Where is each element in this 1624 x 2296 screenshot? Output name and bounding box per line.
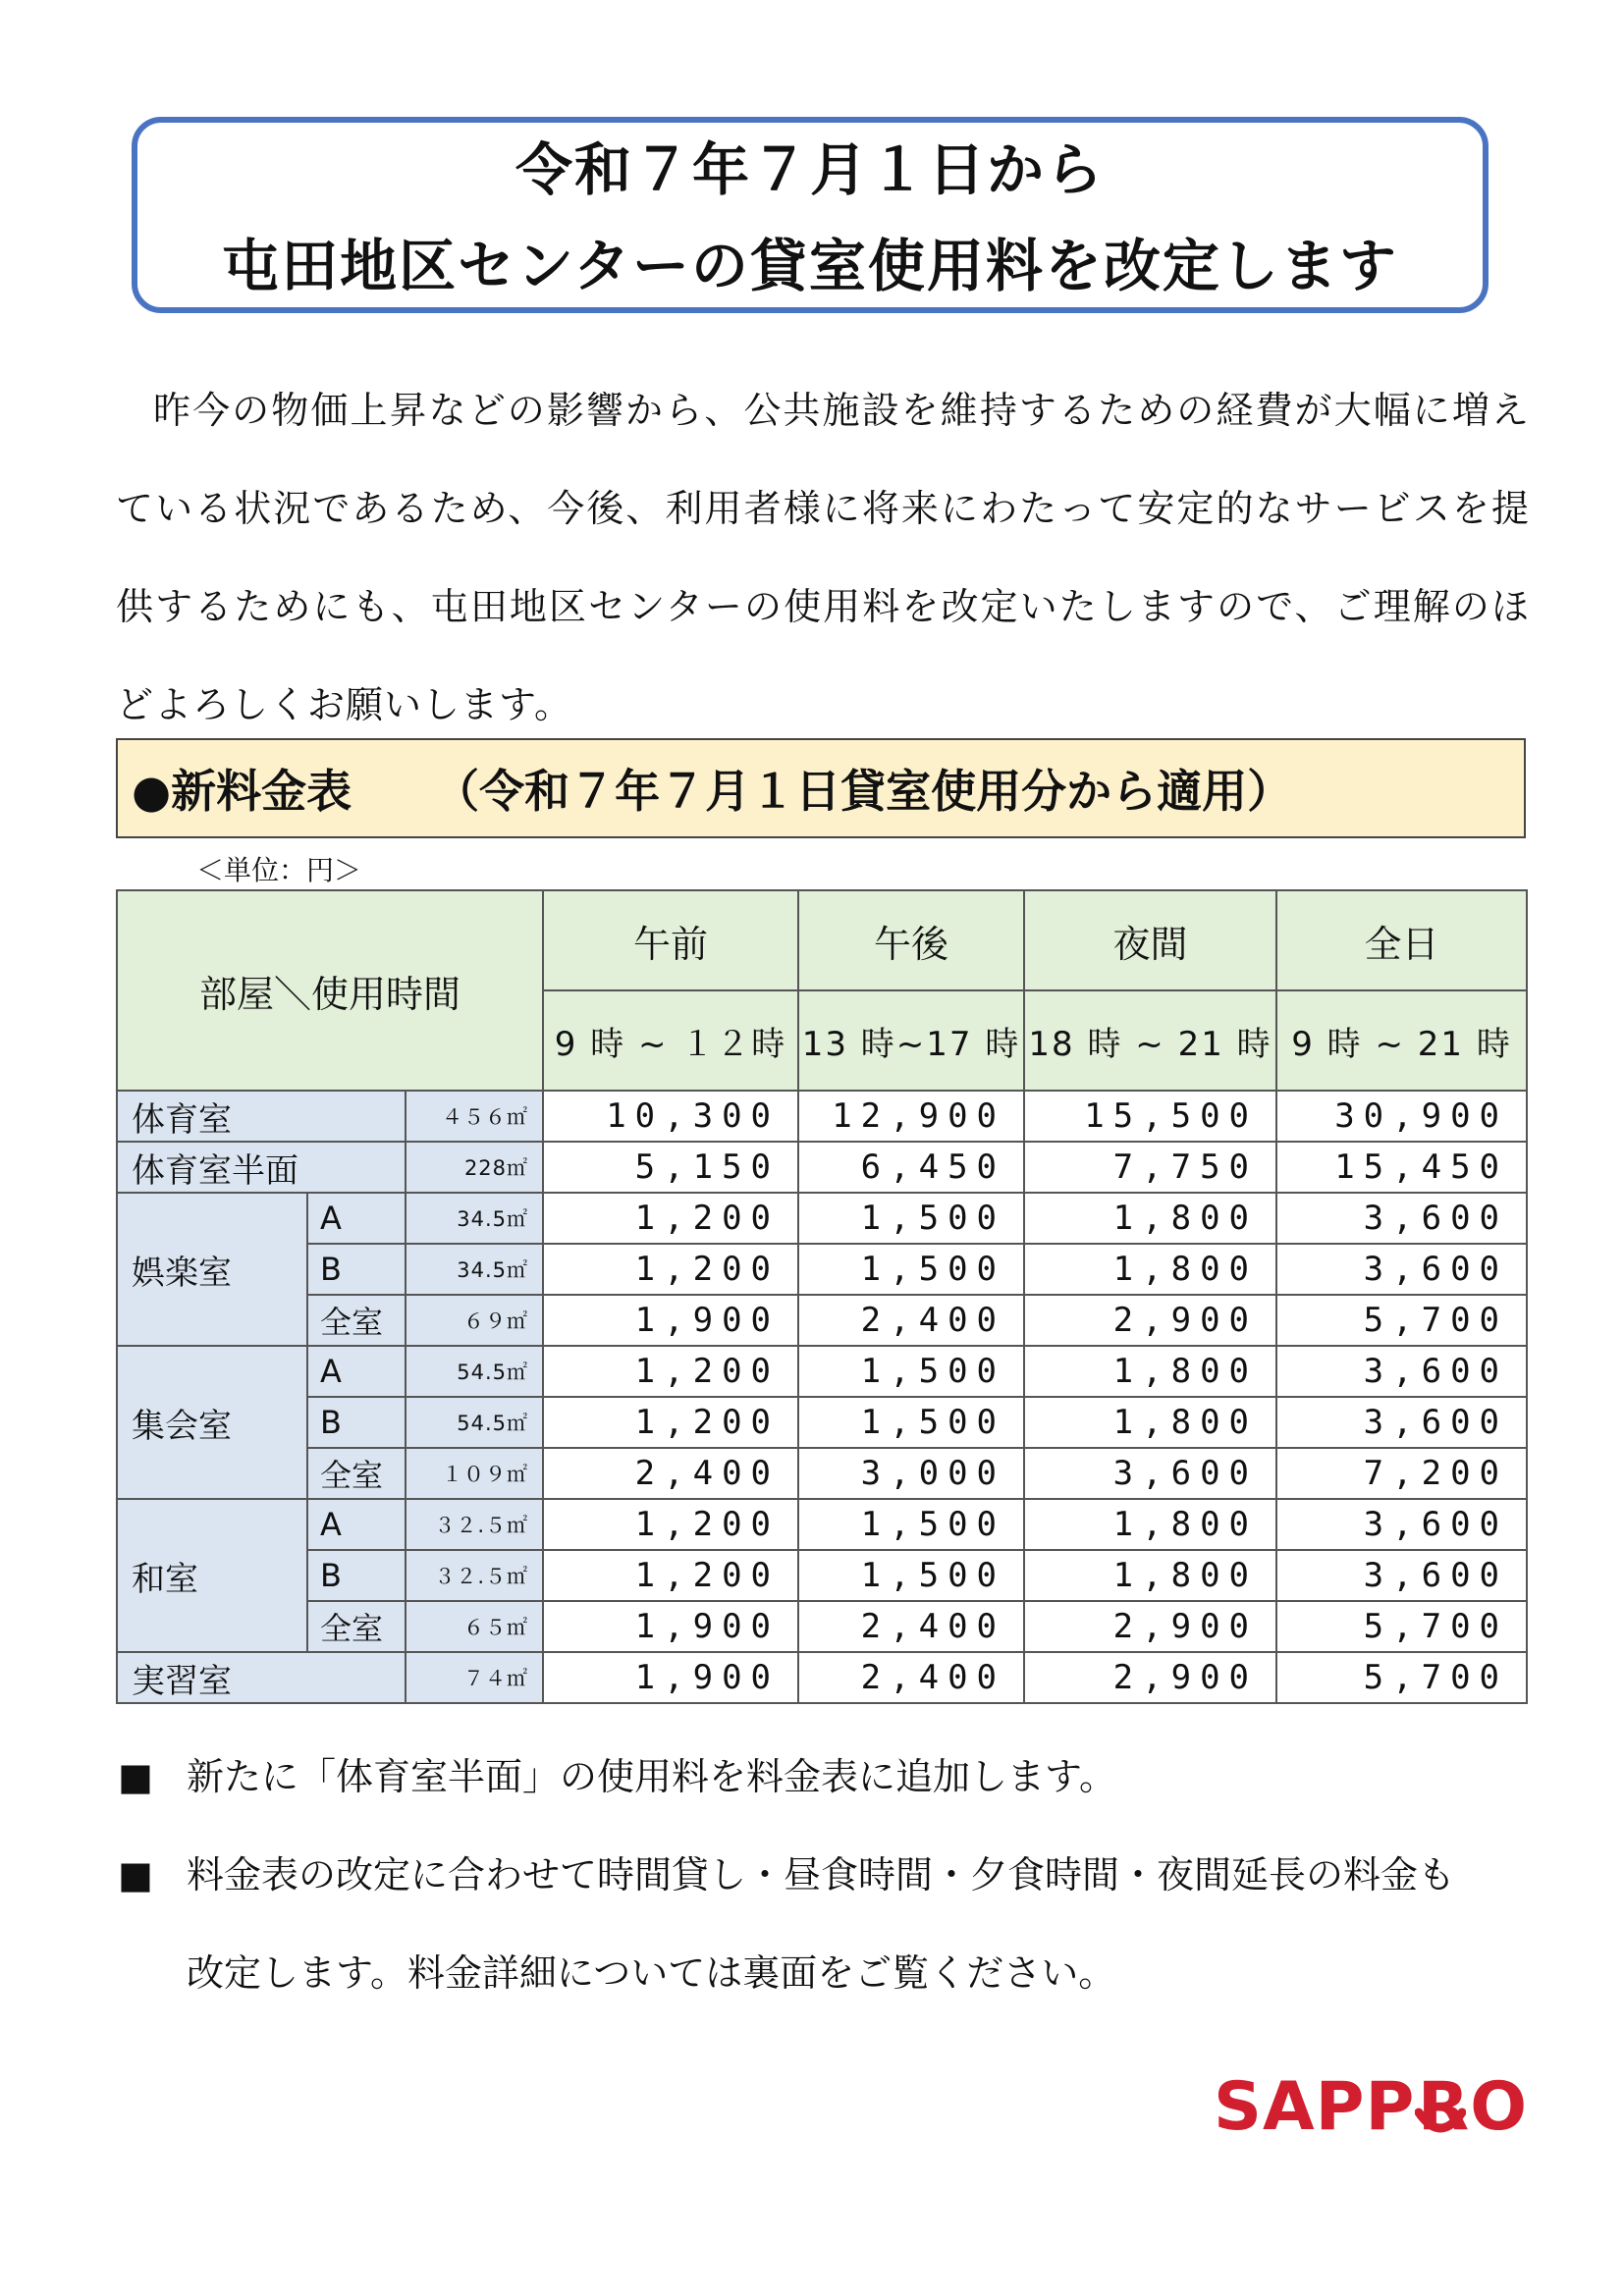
logo-text-left: SAPP	[1214, 2067, 1416, 2146]
price-cell: 1,900	[543, 1295, 798, 1346]
room-area: 54.5㎡	[406, 1397, 543, 1448]
slot-header-morning: 午前	[543, 890, 798, 990]
room-name: 体育室	[117, 1091, 406, 1142]
price-cell: 12,900	[798, 1091, 1024, 1142]
price-cell: 7,750	[1024, 1142, 1276, 1193]
room-area: ６５㎡	[406, 1601, 543, 1652]
room-name: 集会室	[117, 1346, 307, 1499]
fee-table-banner	[116, 738, 1526, 838]
price-cell: 1,500	[798, 1397, 1024, 1448]
price-cell: 1,800	[1024, 1499, 1276, 1550]
sub-room-label: 全室	[307, 1448, 406, 1499]
price-cell: 5,150	[543, 1142, 798, 1193]
intro-text: 昨今の物価上昇などの影響から、公共施設を維持するための経費が大幅に増えている状況であるため、今後、利用者様に将来にわたって安定的なサービスを提供するためにも、屯田地区センターの使用料を改定いたしますので、ご理解のほどよろしくお願いします。	[116, 389, 1530, 726]
slot-time-afternoon: 13 時~17 時	[798, 990, 1024, 1091]
table-row	[117, 1346, 1527, 1397]
price-cell: 1,800	[1024, 1397, 1276, 1448]
slot-header-evening: 夜間	[1024, 890, 1276, 990]
price-cell: 1,500	[798, 1346, 1024, 1397]
sub-room-label: B	[307, 1244, 406, 1295]
room-area: ７４㎡	[406, 1652, 543, 1703]
price-cell: 15,500	[1024, 1091, 1276, 1142]
table-row	[117, 1550, 1527, 1601]
notes-section	[118, 1728, 1532, 2022]
intro-paragraph	[116, 361, 1530, 754]
room-area: １０９㎡	[406, 1448, 543, 1499]
price-cell: 1,800	[1024, 1244, 1276, 1295]
sub-room-label: A	[307, 1346, 406, 1397]
table-row	[117, 1244, 1527, 1295]
room-name: 和室	[117, 1499, 307, 1652]
price-cell: 3,600	[1276, 1550, 1527, 1601]
slot-time-evening: 18 時 ~ 21 時	[1024, 990, 1276, 1091]
price-cell: 1,200	[543, 1244, 798, 1295]
price-cell: 1,200	[543, 1346, 798, 1397]
price-cell: 2,400	[798, 1652, 1024, 1703]
room-name: 娯楽室	[117, 1193, 307, 1346]
room-area: ４５６㎡	[406, 1091, 543, 1142]
note-item	[118, 1728, 1532, 1826]
price-cell: 1,500	[798, 1550, 1024, 1601]
price-cell: 3,600	[1276, 1346, 1527, 1397]
table-row	[117, 1091, 1527, 1142]
room-name: 体育室半面	[117, 1142, 406, 1193]
price-cell: 2,900	[1024, 1652, 1276, 1703]
sub-room-label: A	[307, 1193, 406, 1244]
price-cell: 1,900	[543, 1601, 798, 1652]
sub-room-label: 全室	[307, 1601, 406, 1652]
price-cell: 1,900	[543, 1652, 798, 1703]
price-cell: 1,800	[1024, 1346, 1276, 1397]
room-area: ３２.５㎡	[406, 1550, 543, 1601]
price-cell: 1,200	[543, 1193, 798, 1244]
price-cell: 1,800	[1024, 1550, 1276, 1601]
slot-time-fullday: 9 時 ~ 21 時	[1276, 990, 1527, 1091]
price-cell: 2,900	[1024, 1601, 1276, 1652]
sub-room-label: B	[307, 1397, 406, 1448]
title-line-2: 屯田地区センターの貸室使用料を改定します	[222, 233, 1398, 299]
note-continuation: 改定します。料金詳細については裏面をご覧ください。	[187, 1951, 1116, 1995]
note-item	[118, 1826, 1532, 1924]
price-cell: 6,450	[798, 1142, 1024, 1193]
table-row	[117, 1142, 1527, 1193]
price-cell: 1,200	[543, 1499, 798, 1550]
room-area: ３２.５㎡	[406, 1499, 543, 1550]
price-cell: 1,500	[798, 1244, 1024, 1295]
price-cell: 3,600	[1276, 1397, 1527, 1448]
price-cell: 3,600	[1276, 1193, 1527, 1244]
price-cell: 5,700	[1276, 1295, 1527, 1346]
table-corner-header: 部屋＼使用時間	[117, 890, 543, 1091]
price-cell: 1,500	[798, 1499, 1024, 1550]
price-cell: 2,900	[1024, 1295, 1276, 1346]
price-cell: 10,300	[543, 1091, 798, 1142]
fee-table	[116, 889, 1528, 1704]
sub-room-label: A	[307, 1499, 406, 1550]
room-area: ６９㎡	[406, 1295, 543, 1346]
room-area: 34.5㎡	[406, 1244, 543, 1295]
room-area: 34.5㎡	[406, 1193, 543, 1244]
price-cell: 3,000	[798, 1448, 1024, 1499]
price-cell: 2,400	[798, 1601, 1024, 1652]
banner-heading: ●新料金表	[132, 765, 352, 818]
table-row	[117, 1652, 1527, 1703]
smile-mark-icon	[1415, 2077, 1418, 2136]
price-cell: 5,700	[1276, 1652, 1527, 1703]
sub-room-label: B	[307, 1550, 406, 1601]
table-row	[117, 1193, 1527, 1244]
room-area: 54.5㎡	[406, 1346, 543, 1397]
title-line-1: 令和７年７月１日から	[514, 136, 1105, 203]
price-cell: 3,600	[1276, 1499, 1527, 1550]
slot-header-afternoon: 午後	[798, 890, 1024, 990]
table-row	[117, 1295, 1527, 1346]
note-text: 新たに「体育室半面」の使用料を料金表に追加します。	[187, 1755, 1116, 1798]
note-text: 料金表の改定に合わせて時間貸し・昼食時間・夕食時間・夜間延長の料金も	[187, 1853, 1456, 1896]
price-cell: 15,450	[1276, 1142, 1527, 1193]
price-cell: 1,800	[1024, 1193, 1276, 1244]
price-cell: 1,200	[543, 1550, 798, 1601]
logo-text-right: RO	[1417, 2067, 1528, 2146]
price-cell: 1,500	[798, 1193, 1024, 1244]
square-bullet-icon: ■	[118, 1755, 153, 1798]
slot-time-morning: 9 時 ~ １２時	[543, 990, 798, 1091]
price-cell: 1,200	[543, 1397, 798, 1448]
price-cell: 3,600	[1024, 1448, 1276, 1499]
price-cell: 5,700	[1276, 1601, 1527, 1652]
price-cell: 2,400	[798, 1295, 1024, 1346]
table-row	[117, 1499, 1527, 1550]
room-area: 228㎡	[406, 1142, 543, 1193]
unit-label: ＜単位：円＞	[196, 854, 362, 886]
sapporo-logo	[1214, 2067, 1528, 2146]
title-box	[132, 117, 1489, 313]
room-name: 実習室	[117, 1652, 406, 1703]
price-cell: 7,200	[1276, 1448, 1527, 1499]
table-row	[117, 1601, 1527, 1652]
square-bullet-icon: ■	[118, 1853, 153, 1896]
table-row	[117, 1397, 1527, 1448]
sub-room-label: 全室	[307, 1295, 406, 1346]
slot-header-fullday: 全日	[1276, 890, 1527, 990]
table-row	[117, 1448, 1527, 1499]
banner-subheading: （令和７年７月１日貸室使用分から適用）	[434, 765, 1293, 818]
price-cell: 30,900	[1276, 1091, 1527, 1142]
price-cell: 3,600	[1276, 1244, 1527, 1295]
price-cell: 2,400	[543, 1448, 798, 1499]
